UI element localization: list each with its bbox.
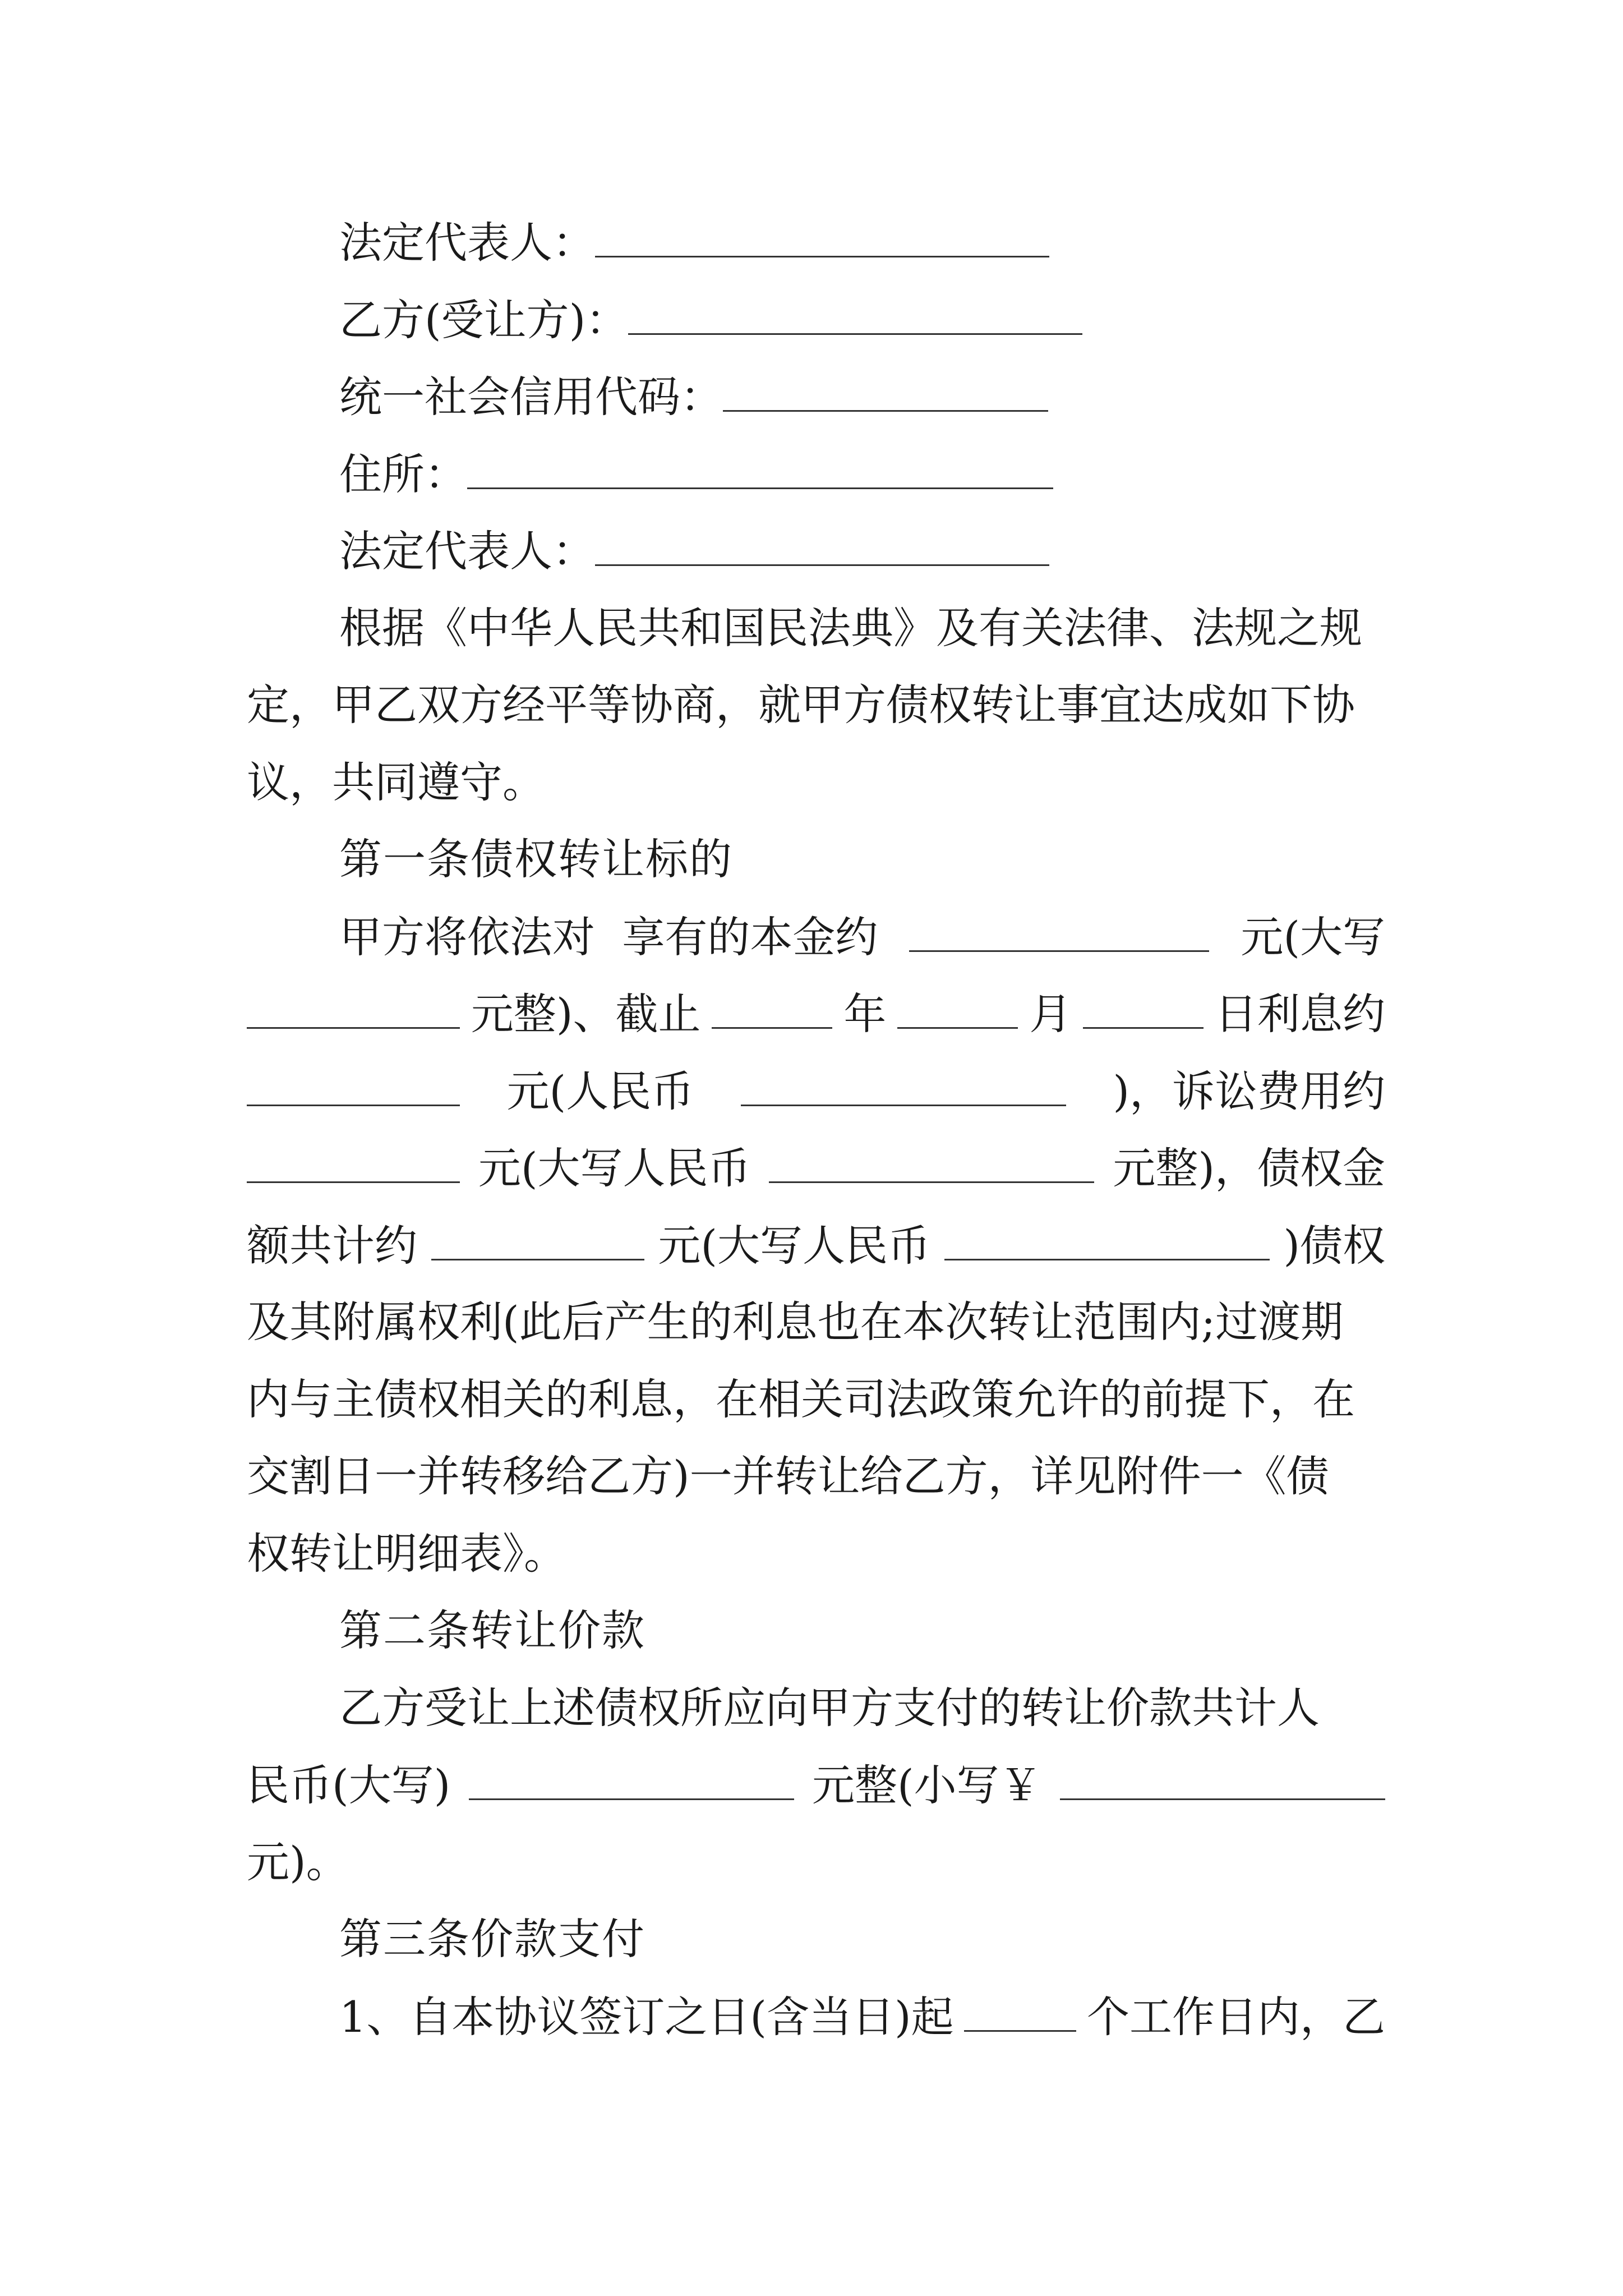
preamble-line-1 [247, 600, 1385, 656]
article1-line-8 [247, 1448, 1385, 1504]
cutoff-month-blank[interactable] [897, 986, 1018, 1029]
preamble-text-1: 根据《中华人民共和国民法典》及有关法律、法规之规 [339, 603, 1362, 653]
litigation-upper-blank[interactable] [769, 1140, 1094, 1183]
article1-principal-label: 甲方将依法对 享有的本金约 [339, 912, 878, 962]
article1-title-text: 第一条债权转让标的 [339, 834, 733, 884]
interest-rmb-blank[interactable] [741, 1063, 1066, 1106]
article1-text-8: 交割日一并转移给乙方)一并转让给乙方，详见附件一《债 [247, 1451, 1329, 1501]
article1-line-4 [247, 1140, 1385, 1196]
article1-total-label: 额共计约 [247, 1221, 417, 1271]
party-b-address-label: 住所： [339, 449, 467, 499]
litigation-amount-blank[interactable] [247, 1140, 460, 1183]
article2-title-text: 第二条转让价款 [339, 1605, 645, 1655]
principal-amount-blank[interactable] [909, 909, 1209, 952]
article1-total-upper-label: 元(大写人民币 [658, 1221, 930, 1271]
article1-title [247, 831, 1385, 887]
article2-price-lower-label: 元整(小写￥ [812, 1760, 1042, 1810]
party-b-address-line [247, 446, 1385, 502]
party-a-legal-rep-label: 法定代表人： [339, 218, 595, 268]
party-a-legal-rep-blank[interactable] [595, 214, 1049, 257]
article1-year-label: 年 [843, 989, 887, 1039]
article3-line-1 [247, 1989, 1385, 2045]
article1-line-1 [247, 909, 1385, 965]
preamble-line-3 [247, 754, 1385, 811]
total-upper-blank[interactable] [944, 1217, 1270, 1260]
cutoff-year-blank[interactable] [712, 986, 832, 1029]
article2-line-3 [247, 1834, 1385, 1890]
article2-text-3: 元)。 [247, 1837, 349, 1887]
article3-title-text: 第三条价款支付 [339, 1914, 645, 1964]
preamble-text-2: 定，甲乙双方经平等协商，就甲方债权转让事宜达成如下协 [247, 680, 1355, 730]
party-b-name-line [247, 292, 1385, 348]
article1-claim-total-label: 元整)，债权金 [1113, 1143, 1385, 1193]
preamble-line-2 [247, 677, 1385, 733]
article1-principal-upper-label: 元(大写 [1241, 912, 1385, 962]
party-b-credit-code-line [247, 369, 1385, 425]
party-b-name-label: 乙方(受让方)： [339, 295, 629, 345]
cutoff-day-blank[interactable] [1083, 986, 1204, 1029]
price-lower-blank[interactable] [1060, 1757, 1385, 1800]
party-b-legal-rep-line [247, 523, 1385, 579]
party-a-legal-rep-line [247, 214, 1385, 270]
preamble-text-3: 议，共同遵守。 [247, 757, 545, 807]
article1-line-6 [247, 1294, 1385, 1350]
article3-workdays-label: 个工作日内，乙 [1087, 1992, 1385, 2042]
interest-amount-blank[interactable] [247, 1063, 460, 1106]
article2-price-upper-label: 民币(大写) [247, 1760, 451, 1810]
article1-interest-label: 日利息约 [1215, 989, 1385, 1039]
total-amount-blank[interactable] [431, 1217, 644, 1260]
article1-text-9: 权转让明细表》。 [247, 1529, 566, 1579]
party-b-credit-code-blank[interactable] [723, 369, 1048, 412]
article1-line-9 [247, 1526, 1385, 1582]
payment-days-blank[interactable] [964, 1989, 1076, 2032]
article1-litigation-label: )，诉讼费用约 [1113, 1066, 1385, 1116]
article2-line-1 [247, 1680, 1385, 1736]
party-b-legal-rep-blank[interactable] [595, 523, 1049, 566]
article2-line-2 [247, 1757, 1385, 1813]
price-upper-blank[interactable] [469, 1757, 794, 1800]
article1-claim-label: )债权 [1283, 1221, 1385, 1271]
article1-line-3 [247, 1063, 1385, 1119]
article1-line-5 [247, 1217, 1385, 1273]
article1-text-7: 内与主债权相关的利息，在相关司法政策允许的前提下，在 [247, 1374, 1355, 1424]
article1-line-2 [247, 986, 1385, 1042]
article1-litigation-upper-label: 元(大写人民币 [478, 1143, 751, 1193]
principal-upper-blank[interactable] [247, 986, 460, 1029]
article1-month-label: 月 [1029, 989, 1072, 1039]
article1-line-7 [247, 1372, 1385, 1428]
article3-payment-label: 1、自本协议签订之日(含当日)起 [339, 1992, 954, 2042]
article2-text-1: 乙方受让上述债权所应向甲方支付的转让价款共计人 [339, 1683, 1320, 1733]
article2-title [247, 1603, 1385, 1659]
party-b-name-blank[interactable] [628, 292, 1082, 335]
article3-title [247, 1911, 1385, 1967]
party-b-legal-rep-label: 法定代表人： [339, 526, 595, 576]
party-b-address-blank[interactable] [467, 446, 1053, 489]
party-b-credit-code-label: 统一社会信用代码： [339, 372, 723, 422]
article1-cutoff-label: 元整)、截止 [471, 989, 701, 1039]
article1-text-6: 及其附属权利(此后产生的利息也在本次转让范围内;过渡期 [247, 1297, 1344, 1347]
article1-interest-rmb-label: 元(人民币 [506, 1066, 694, 1116]
